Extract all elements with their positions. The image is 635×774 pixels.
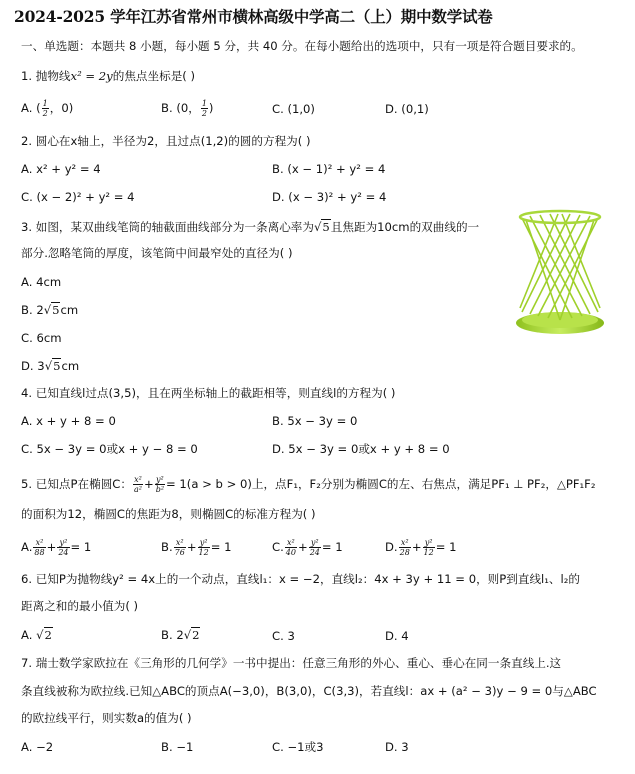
question-5-option-d: D. $\frac{\text{x²}}{28}$ + $\frac{\text{y²}}{12}$ = 1 [385, 538, 457, 557]
question-1-option-b: B. (0， $\frac{1}{2}$ ) [161, 99, 214, 118]
pen-holder-figure [510, 208, 610, 338]
question-4-stem: 4. 已知直线l过点(3,5)，且在两坐标轴上的截距相等，则直线l的方程为( ) [21, 386, 396, 400]
question-1-option-a: A. ( $\frac{1}{2}$ ，0) [21, 99, 74, 118]
question-7-option-c: C. −1或3 [272, 740, 324, 754]
question-1-stem: 1. 抛物线x² = 2y的焦点坐标是( ) [21, 69, 196, 83]
question-5-stem-line1: 5. 已知点P在椭圆C： $\frac{\text{x²}}{\text{a²}}$ + $\frac{\text{y²}}{\text{b²}}$ = 1(a > b > 0)上，点F₁，F₂分别为椭圆C的左、右焦点，满足PF₁ ⊥ PF₂，△PF₁F₂ [21, 475, 596, 494]
question-3-stem-line1: 3. 如图，某双曲线笔筒的轴截面曲线部分为一条离心率为√5且焦距为10cm的双曲线的一 [21, 220, 480, 234]
question-4-option-d: D. 5x − 3y = 0或x + y + 8 = 0 [272, 442, 450, 456]
pen-holder-rim [520, 211, 600, 223]
page-title: 2024-2025 学年江苏省常州市横林高级中学高二（上）期中数学试卷 [14, 7, 493, 26]
question-6-option-c: C. 3 [272, 629, 295, 643]
question-6-stem-line2: 距离之和的最小值为( ) [21, 599, 139, 613]
question-5-option-c: C. $\frac{\text{x²}}{40}$ + $\frac{\text{y²}}{24}$ = 1 [272, 538, 343, 557]
question-6-stem-line1: 6. 已知P为抛物线y² = 4x上的一个动点，直线l₁：x = −2，直线l₂：4x + 3y + 11 = 0，则P到直线l₁、l₂的 [21, 572, 580, 586]
question-2-option-d: D. (x − 3)² + y² = 4 [272, 190, 387, 204]
question-2-option-c: C. (x − 2)² + y² = 4 [21, 190, 135, 204]
fraction-1-2: $\frac{1}{2}$ [42, 99, 48, 118]
question-3-option-d: D. 3√5cm [21, 359, 80, 373]
question-5-option-a: A. $\frac{\text{x²}}{88}$ + $\frac{\text{y²}}{24}$ = 1 [21, 538, 92, 557]
question-7-stem-line3: 的欧拉线平行，则实数a的值为( ) [21, 711, 192, 725]
question-1-option-d: D. (0,1) [385, 102, 429, 116]
question-2-option-b: B. (x − 1)² + y² = 4 [272, 162, 386, 176]
question-4-option-c: C. 5x − 3y = 0或x + y − 8 = 0 [21, 442, 198, 456]
section-heading: 一、单选题：本题共 8 小题，每小题 5 分，共 40 分。在每小题给出的选项中，只有一项是符合题目要求的。 [21, 39, 583, 53]
question-3-option-b: B. 2√5cm [21, 303, 79, 317]
question-3-option-a: A. 4cm [21, 275, 62, 289]
question-7-option-b: B. −1 [161, 740, 194, 754]
question-4-option-b: B. 5x − 3y = 0 [272, 414, 358, 428]
question-5-option-b: B. $\frac{\text{x²}}{76}$ + $\frac{\text{y²}}{12}$ = 1 [161, 538, 232, 557]
question-6-option-a: A. √2 [21, 628, 52, 642]
question-2-stem: 2. 圆心在x轴上，半径为2，且过点(1,2)的圆的方程为( ) [21, 134, 311, 148]
question-1-option-c: C. (1,0) [272, 102, 315, 116]
question-4-option-a: A. x + y + 8 = 0 [21, 414, 116, 428]
question-6-option-b: B. 2√2 [161, 628, 200, 642]
question-6-option-d: D. 4 [385, 629, 409, 643]
fraction-1-2: $\frac{1}{2}$ [201, 99, 207, 118]
question-3-option-c: C. 6cm [21, 331, 62, 345]
question-5-stem-line2: 的面积为12，椭圆C的焦距为8，则椭圆C的标准方程为( ) [21, 507, 316, 521]
question-3-stem-line2: 部分.忽略笔筒的厚度，该笔筒中间最窄处的直径为( ) [21, 246, 293, 260]
question-7-stem-line1: 7. 瑞士数学家欧拉在《三角形的几何学》一书中提出：任意三角形的外心、重心、垂心在同一条直线上.这 [21, 656, 562, 670]
question-2-option-a: A. x² + y² = 4 [21, 162, 101, 176]
question-7-stem-line2: 条直线被称为欧拉线.已知△ABC的顶点A(−3,0)，B(3,0)，C(3,3)，若直线l：ax + (a² − 3)y − 9 = 0与△ABC [21, 684, 597, 698]
pen-holder-strands [520, 214, 600, 320]
question-7-option-a: A. −2 [21, 740, 54, 754]
question-7-option-d: D. 3 [385, 740, 409, 754]
